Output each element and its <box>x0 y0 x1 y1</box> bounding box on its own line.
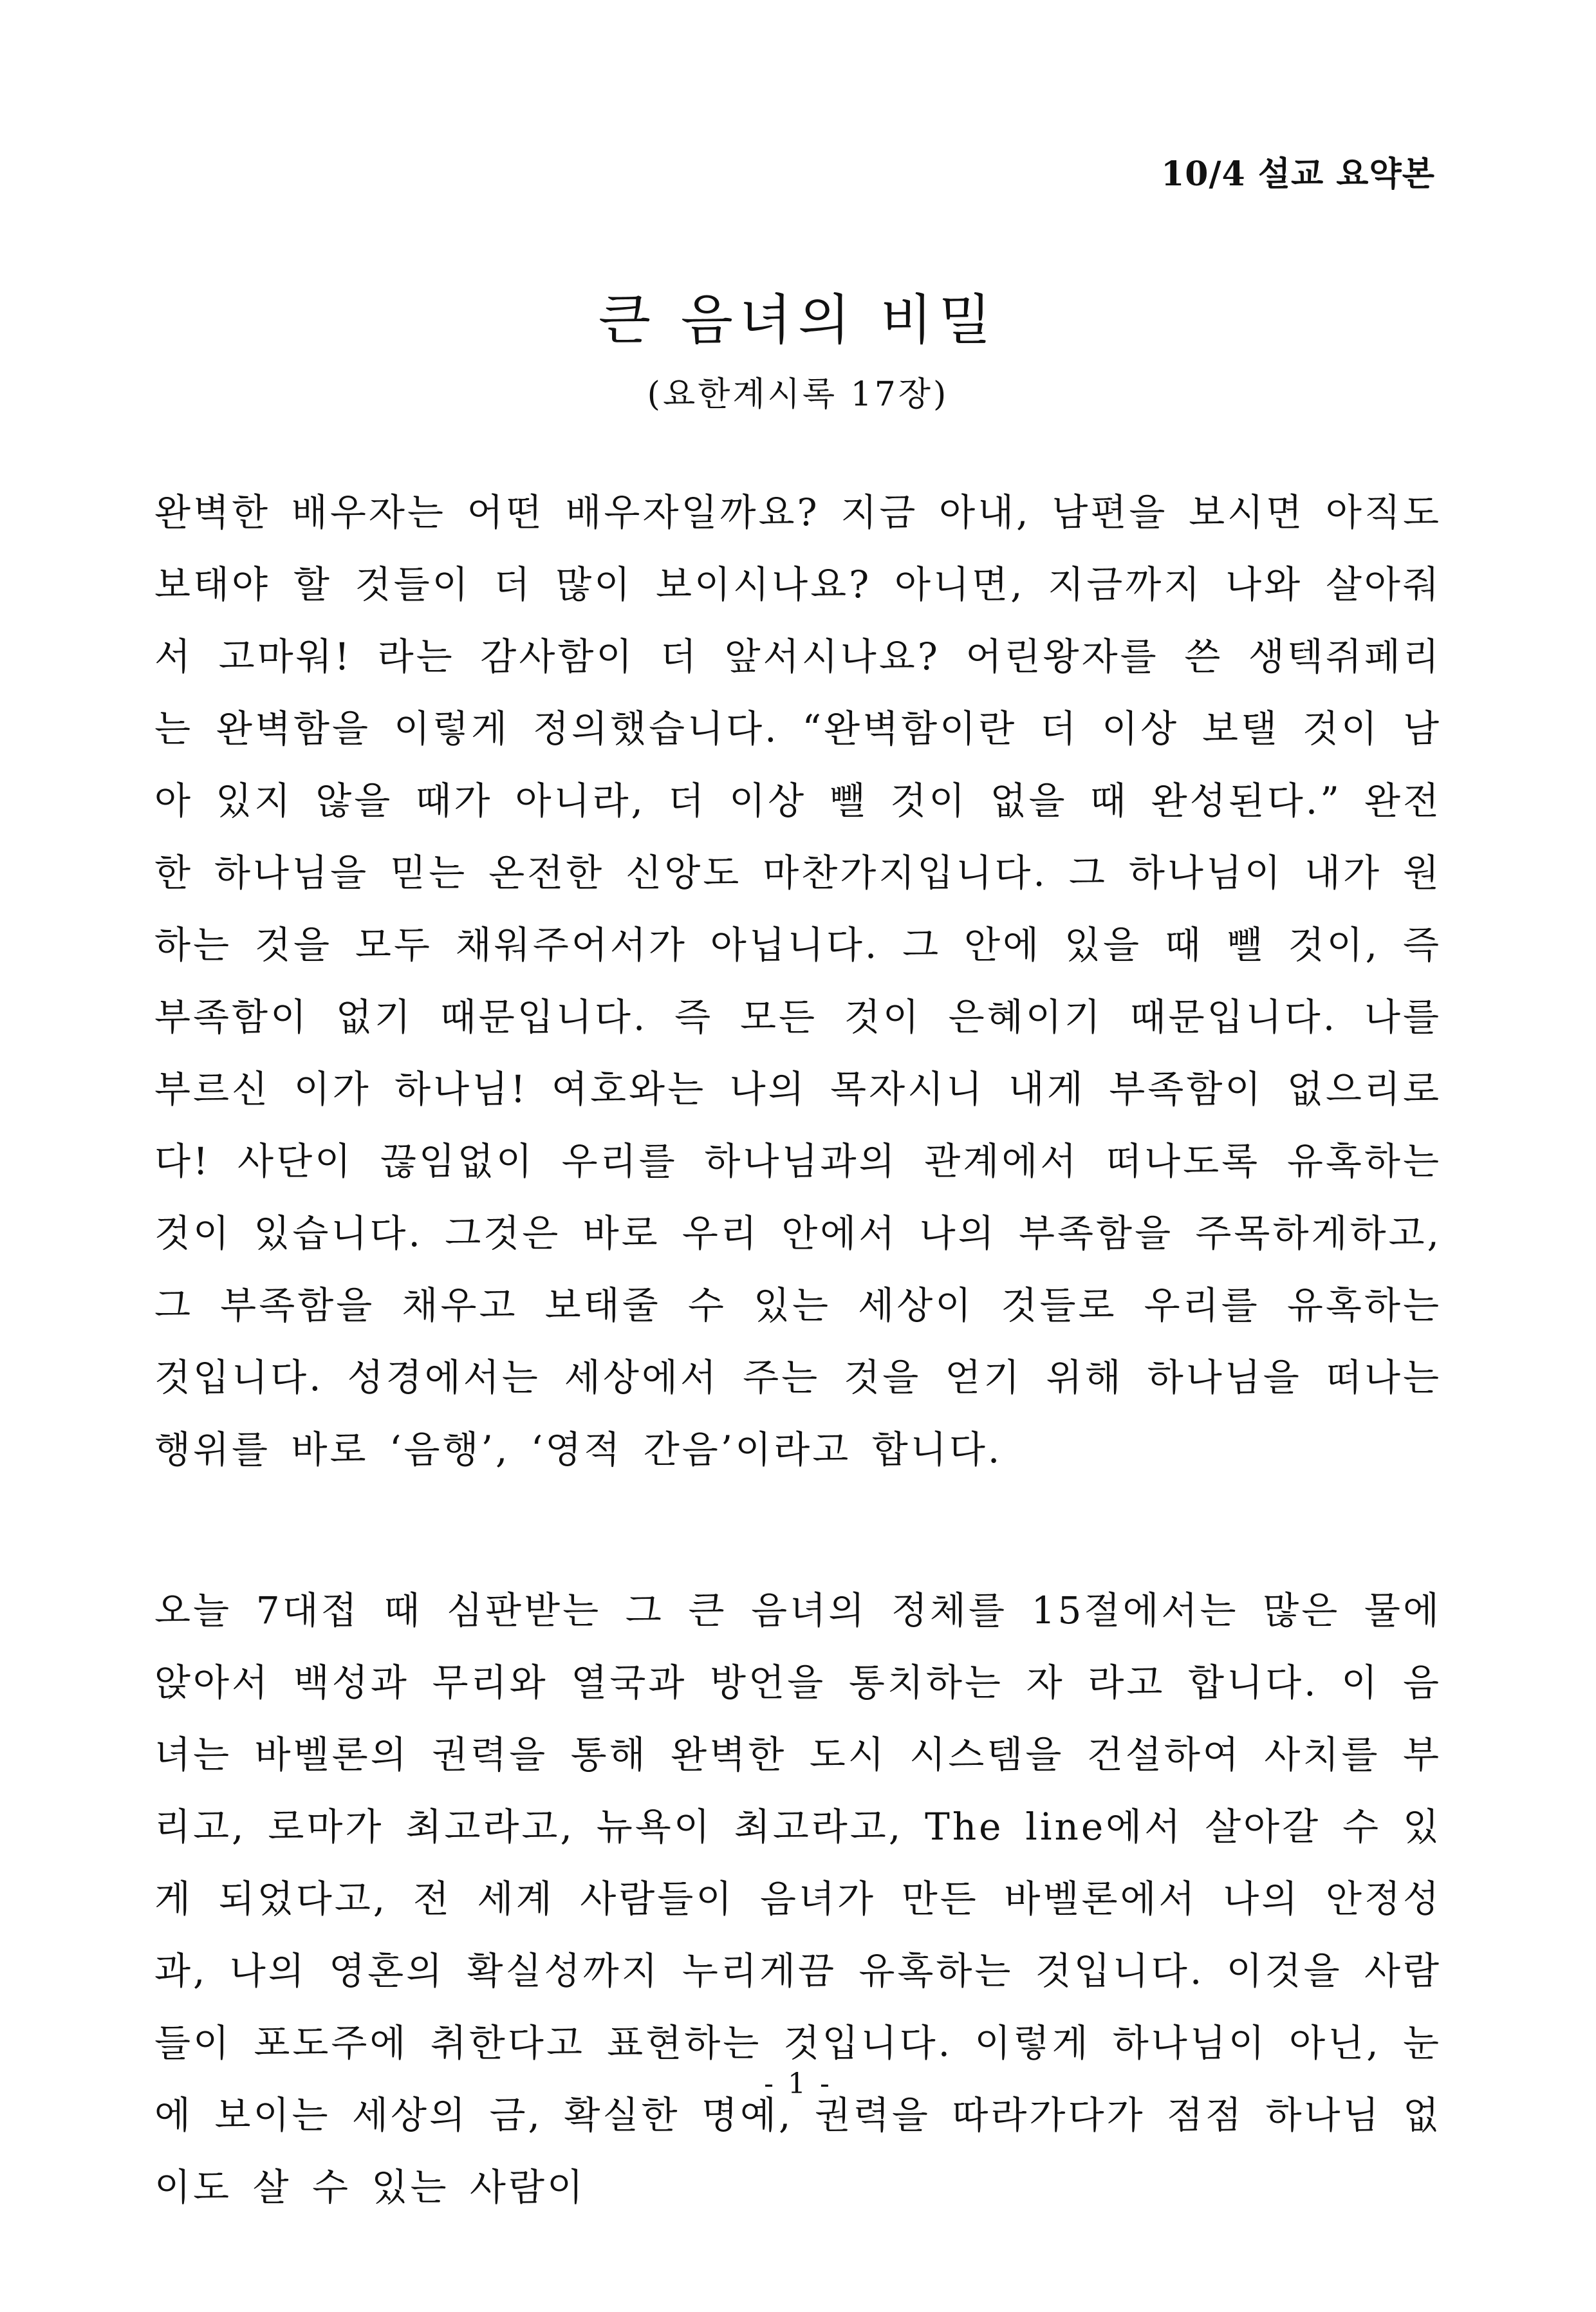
body-paragraph-2: 오늘 7대접 때 심판받는 그 큰 음녀의 정체를 15절에서는 많은 물에 앉아서 백성과 무리와 열국과 방언을 통치하는 자 라고 합니다. 이 음녀는 바벨론의 권력을 통해 완벽한 도시 시스템을 건설하여 사치를 부리고, 로마가 최고라고, 뉴욕이 최고라고, The line에서 살아갈 수 있게 되었다고, 전 세계 사람들이 음녀가 만든 바벨론에서 나의 안정성과, 나의 영혼의 확실성까지 누리게끔 유혹하는 것입니다. 이것을 사람들이 포도주에 취한다고 표현하는 것입니다. 이렇게 하나님이 아닌, 눈에 보이는 세상의 금, 확실한 명예, 권력을 따라가다가 점점 하나님 없이도 살 수 있는 사람이 <box>154 1589 1442 2209</box>
sermon-summary-label: 10/4 설교 요약본 <box>1161 154 1435 194</box>
document-body <box>154 476 1442 2312</box>
page-number: - 1 - <box>764 2067 832 2100</box>
page-title: 큰 음녀의 비밀 <box>598 288 998 351</box>
body-paragraph-1: 완벽한 배우자는 어떤 배우자일까요? 지금 아내, 남편을 보시면 아직도 보태야 할 것들이 더 많이 보이시나요? 아니면, 지금까지 나와 살아줘서 고마워! 라는 감사함이 더 앞서시나요? 어린왕자를 쓴 생텍쥐페리는 완벽함을 이렇게 정의했습니다. “완벽함이란 더 이상 보탤 것이 남아 있지 않을 때가 아니라, 더 이상 뺄 것이 없을 때 완성된다.” 완전한 하나님을 믿는 온전한 신앙도 마찬가지입니다. 그 하나님이 내가 원하는 것을 모두 채워주어서가 아닙니다. 그 안에 있을 때 뺄 것이, 즉 부족함이 없기 때문입니다. 즉 모든 것이 은혜이기 때문입니다. 나를 부르신 이가 하나님! 여호와는 나의 목자시니 내게 부족함이 없으리로다! 사단이 끊임없이 우리를 하나님과의 관계에서 떠나도록 유혹하는 것이 있습니다. 그것은 바로 우리 안에서 나의 부족함을 주목하게하고, 그 부족함을 채우고 보태줄 수 있는 세상이 것들로 우리를 유혹하는 것입니다. 성경에서는 세상에서 주는 것을 얻기 위해 하나님을 떠나는 행위를 바로 ‘음행’, ‘영적 간음’이라고 합니다. <box>154 490 1442 1471</box>
scripture-reference: (요한계시록 17장) <box>647 375 949 414</box>
